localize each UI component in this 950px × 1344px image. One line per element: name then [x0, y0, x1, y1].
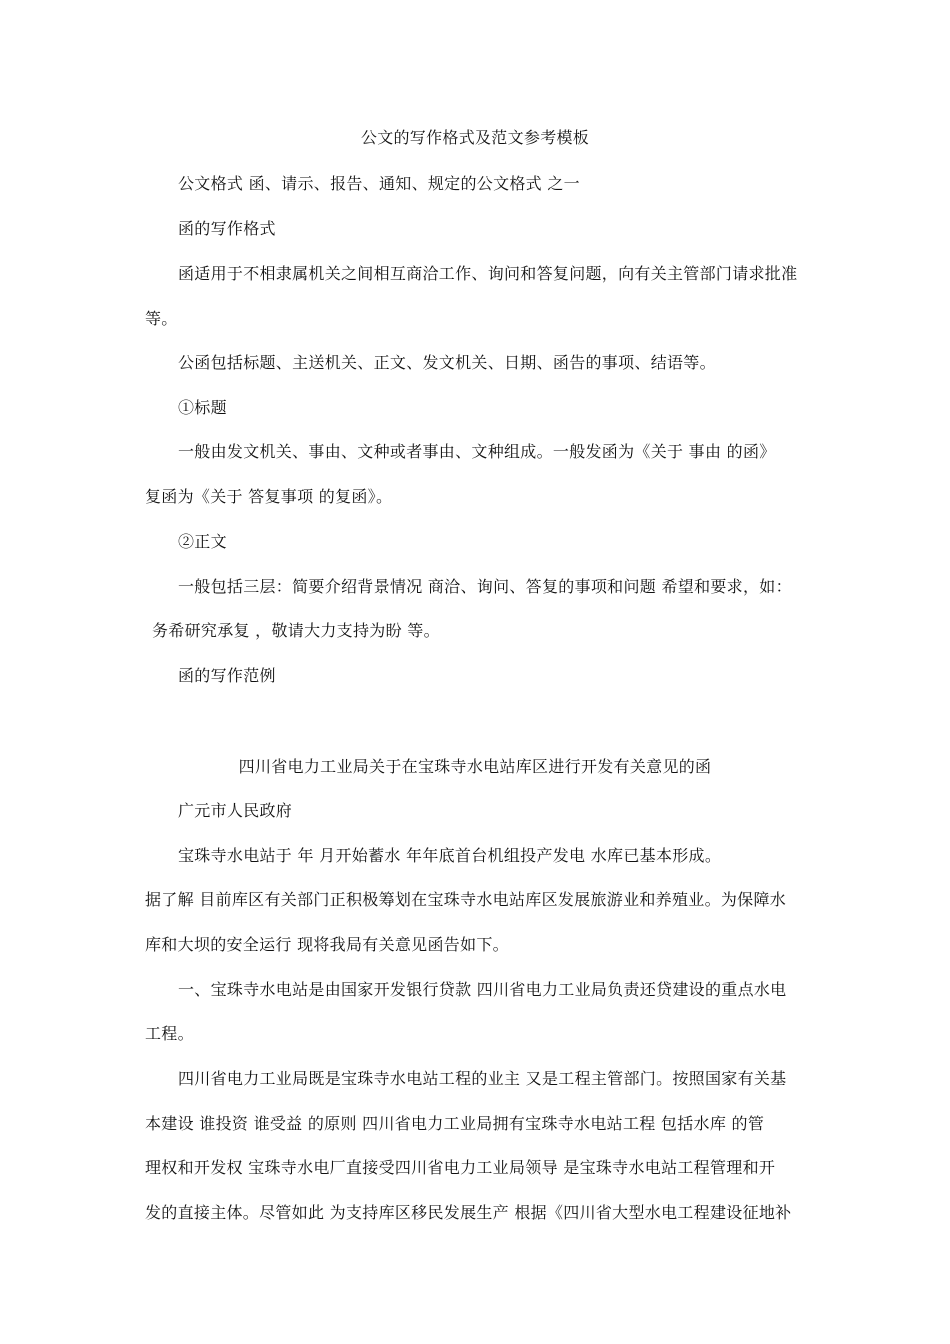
subheading: ②正文 — [178, 532, 227, 551]
paragraph-line: 四川省电力工业局既是宝珠寺水电站工程的业主 又是工程主管部门。按照国家有关基 — [178, 1069, 787, 1088]
paragraph-line: 复函为《关于 答复事项 的复函》。 — [145, 487, 393, 506]
example-title: 四川省电力工业局关于在宝珠寺水电站库区进行开发有关意见的函 — [238, 757, 712, 776]
paragraph-line: 等。 — [145, 309, 178, 328]
paragraph-line: 公文格式 函、请示、报告、通知、规定的公文格式 之一 — [178, 174, 580, 193]
paragraph-line: 一般由发文机关、事由、文种或者事由、文种组成。一般发函为《关于 事由 的函》 — [178, 442, 776, 461]
paragraph-line: 宝珠寺水电站于 年 月开始蓄水 年年底首台机组投产发电 水库已基本形成。 — [178, 846, 722, 865]
paragraph-line: 据了解 目前库区有关部门正积极筹划在宝珠寺水电站库区发展旅游业和养殖业。为保障水 — [145, 890, 787, 909]
addressee: 广元市人民政府 — [178, 801, 293, 820]
paragraph-line: 工程。 — [145, 1024, 194, 1043]
subheading: ①标题 — [178, 398, 227, 417]
paragraph-line: 发的直接主体。尽管如此 为支持库区移民发展生产 根据《四川省大型水电工程建设征地补 — [145, 1203, 792, 1222]
paragraph-line: 库和大坝的安全运行 现将我局有关意见函告如下。 — [145, 935, 509, 954]
paragraph-line: 务希研究承复 ，敬请大力支持为盼 等。 — [152, 621, 440, 640]
document-title: 公文的写作格式及范文参考模板 — [360, 128, 590, 147]
paragraph-line: 函适用于不相隶属机关之间相互商洽工作、询问和答复问题，向有关主管部门请求批准 — [178, 264, 798, 283]
section-heading: 函的写作范例 — [178, 666, 276, 685]
section-heading: 函的写作格式 — [178, 219, 276, 238]
paragraph-line: 本建设 谁投资 谁受益 的原则 四川省电力工业局拥有宝珠寺水电站工程 包括水库 的管 — [145, 1114, 765, 1133]
paragraph-line: 一般包括三层：简要介绍背景情况 商洽、询问、答复的事项和问题 希望和要求，如： — [178, 577, 792, 596]
paragraph-line: 一、宝珠寺水电站是由国家开发银行贷款 四川省电力工业局负责还贷建设的重点水电 — [178, 980, 787, 999]
paragraph-line: 公函包括标题、主送机关、正文、发文机关、日期、函告的事项、结语等。 — [178, 353, 716, 372]
paragraph-line: 理权和开发权 宝珠寺水电厂直接受四川省电力工业局领导 是宝珠寺水电站工程管理和开 — [145, 1158, 776, 1177]
